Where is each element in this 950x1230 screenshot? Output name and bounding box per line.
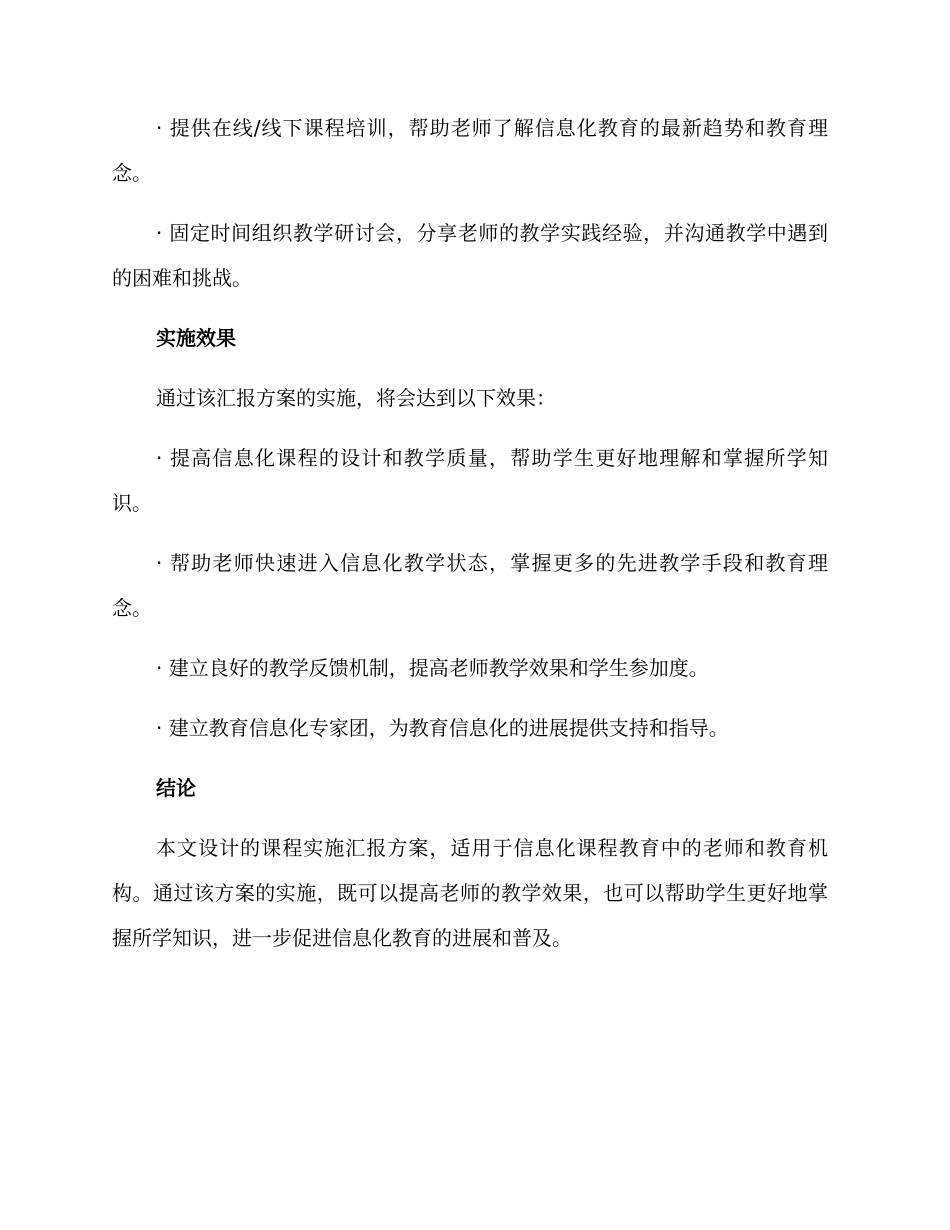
section-heading-effects: 实施效果 (156, 326, 236, 350)
section-heading-conclusion: 结论 (156, 776, 196, 800)
document-page (112, 106, 828, 976)
effect-item-2: · 帮助老师快速进入信息化教学状态，掌握更多的先进教学手段和教育理念。 (112, 551, 828, 620)
conclusion-body: 本文设计的课程实施汇报方案，适用于信息化课程教育中的老师和教育机构。通过该方案的实施，既可以提高老师的教学效果，也可以帮助学生更好地掌握所学知识，进一步促进信息化教育的进展和普及。 (112, 836, 828, 950)
effect-item-4: · 建立教育信息化专家团，为教育信息化的进展提供支持和指导。 (156, 716, 729, 740)
effects-intro: 通过该汇报方案的实施，将会达到以下效果： (156, 386, 556, 410)
effect-item-3: · 建立良好的教学反馈机制，提高老师教学效果和学生参加度。 (156, 656, 709, 680)
training-item-2: · 固定时间组织教学研讨会，分享老师的教学实践经验，并沟通教学中遇到的困难和挑战。 (112, 221, 828, 290)
effect-item-1: · 提高信息化课程的设计和教学质量，帮助学生更好地理解和掌握所学知识。 (112, 446, 828, 515)
training-item-1: · 提供在线/线下课程培训，帮助老师了解信息化教育的最新趋势和教育理念。 (112, 116, 828, 185)
